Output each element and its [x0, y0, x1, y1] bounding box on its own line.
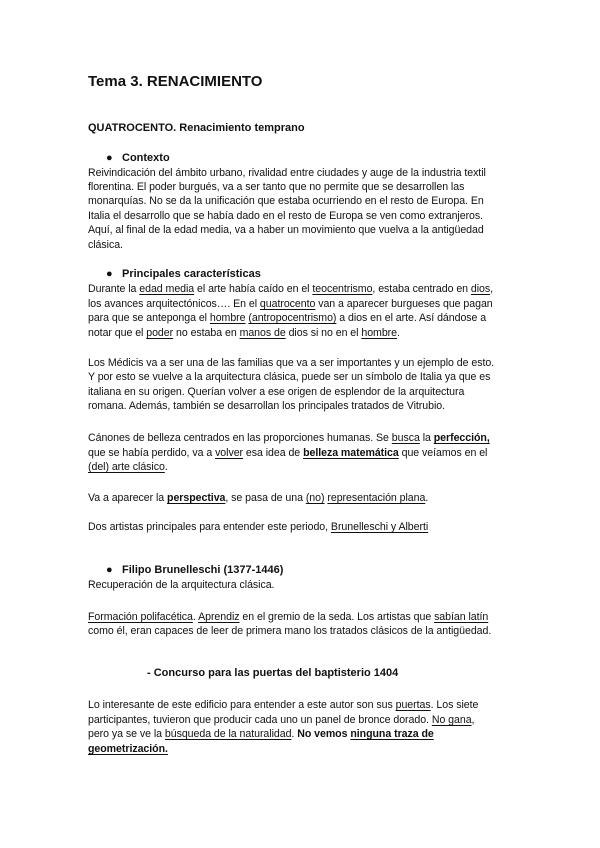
paragraph-line: Dos artistas principales para entender este periodo, Brunelleschi y Alberti: [88, 521, 429, 533]
paragraph-line: para que se anteponga el hombre (antropocentrismo) a dios en el arte. Así dándose a: [88, 312, 487, 324]
paragraph-line: italiana en su origen. Querían volver a ese origen de esplendor de la arquitectura: [88, 386, 465, 398]
bullet-icon: ●: [106, 152, 113, 164]
paragraph-line: como él, eran capaces de leer de primera mano los tratados clásicos de la antigüedad.: [88, 625, 492, 637]
paragraph-line: monarquías. No se da la unificación que estaba ocurriendo en el resto de Europa. En: [88, 195, 484, 207]
paragraph-line: notar que el poder no estaba en manos de dios si no en el hombre.: [88, 327, 400, 339]
paragraph-line: romana. Además, también se desarrollan los principales tratados de Vitrubio.: [88, 400, 445, 412]
section-heading: QUATROCENTO. Renacimiento temprano: [88, 122, 305, 134]
paragraph-line: pero ya se ve la búsqueda de la naturalidad. No vemos ninguna traza de: [88, 728, 434, 740]
paragraph-line: Va a aparecer la perspectiva, se pasa de una (no) representación plana.: [88, 492, 429, 504]
paragraph-line: Durante la edad media el arte había caído en el teocentrismo, estaba centrado en dios,: [88, 283, 494, 295]
bullet-icon: ●: [106, 268, 113, 280]
paragraph-line: florentina. El poder burgués, va a ser tanto que no permite que se desarrollen las: [88, 181, 465, 193]
paragraph-line: Italia el desarrollo que se había dado en el resto de Europa se ven como extranjeros.: [88, 210, 484, 222]
paragraph-line: Aquí, al final de la edad media, va a haber un movimiento que vuelva a la antigüedad: [88, 224, 484, 236]
paragraph-line: Cánones de belleza centrados en las proporciones humanas. Se busca la perfección,: [88, 432, 490, 444]
paragraph-line: Reivindicación del ámbito urbano, rivalidad entre ciudades y auge de la industria textil: [88, 167, 486, 179]
bullet-heading-contexto: ● Contexto: [106, 152, 170, 164]
paragraph-line: participantes, tuvieron que producir cada uno un panel de bronce dorado. No gana,: [88, 714, 475, 726]
paragraph-line: Los Médicis va a ser una de las familias que va a ser importantes y un ejemplo de esto.: [88, 357, 495, 369]
bullet-icon: ●: [106, 564, 113, 576]
paragraph-line: Recuperación de la arquitectura clásica.: [88, 579, 275, 591]
paragraph-line: los avances arquitectónicos…. En el quatrocento van a aparecer burgueses que pagan: [88, 298, 493, 310]
bullet-heading-brunelleschi: ● Filipo Brunelleschi (1377-1446): [106, 564, 284, 576]
page-title: Tema 3. RENACIMIENTO: [88, 73, 263, 90]
paragraph-line: Y por esto se vuelve a la arquitectura clásica, puede ser un símbolo de Italia ya que es: [88, 371, 491, 383]
paragraph-line: que se había perdido, va a volver esa idea de belleza matemática que veíamos en el: [88, 447, 488, 459]
paragraph-line: Lo interesante de este edificio para entender a este autor son sus puertas. Los siete: [88, 699, 479, 711]
paragraph-line: (del) arte clásico.: [88, 461, 168, 473]
paragraph-line: clásica.: [88, 239, 123, 251]
paragraph-line: geometrización.: [88, 743, 168, 755]
paragraph-line: Formación polifacética. Aprendiz en el gremio de la seda. Los artistas que sabían latín: [88, 611, 489, 623]
subheading-concurso: - Concurso para las puertas del baptisterio 1404: [147, 667, 399, 679]
bullet-heading-caracteristicas: ● Principales características: [106, 268, 261, 280]
